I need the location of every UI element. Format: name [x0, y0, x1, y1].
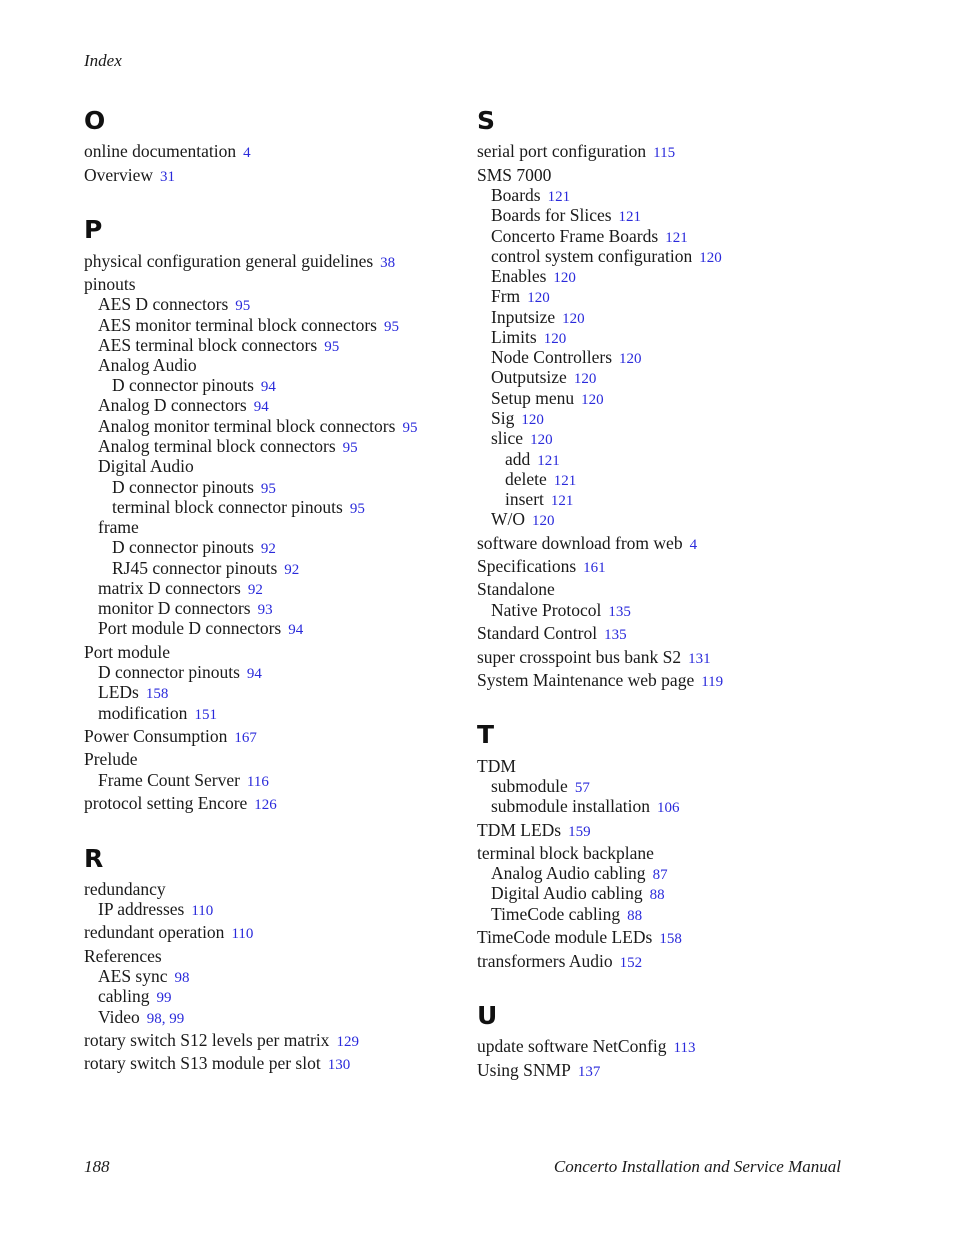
index-entry	[491, 410, 544, 428]
index-entry-term: D connector pinouts	[112, 375, 254, 395]
index-page-link[interactable]: 158	[145, 686, 169, 702]
index-entry	[84, 253, 395, 271]
index-entry	[491, 369, 596, 387]
index-entry	[491, 228, 688, 246]
index-entry	[98, 901, 213, 919]
index-entry-term: Prelude	[84, 749, 138, 769]
index-entry	[98, 705, 217, 723]
index-entry-term: monitor D connectors	[98, 598, 251, 618]
index-page-link[interactable]: 38	[380, 255, 396, 271]
index-page-link[interactable]: 95	[383, 319, 399, 335]
index-entry	[505, 451, 560, 469]
index-entry	[491, 511, 555, 529]
index-section-letter: S	[477, 106, 496, 135]
index-entry	[491, 268, 576, 286]
running-header: Index	[84, 51, 122, 70]
index-page-link[interactable]: 95	[342, 440, 358, 456]
index-entry-term: Analog terminal block connectors	[98, 436, 336, 456]
index-entry-term: D connector pinouts	[112, 477, 254, 497]
index-entry-term: D connector pinouts	[98, 662, 240, 682]
index-entry	[84, 728, 257, 746]
index-page-link[interactable]: 120	[532, 513, 555, 529]
index-entry	[491, 778, 590, 796]
index-entry	[98, 337, 339, 355]
index-entry-term: Inputsize	[491, 307, 556, 327]
index-entry-term: physical configuration general guidelines	[84, 251, 374, 271]
index-entry-term: control system configuration	[491, 246, 693, 266]
index-page-link[interactable]: 115	[653, 145, 676, 161]
index-page-link[interactable]: 110	[231, 926, 254, 942]
index-entry-term: Frm	[491, 286, 521, 306]
index-page-link[interactable]: 119	[701, 674, 724, 690]
index-page-link[interactable]: 121	[547, 189, 571, 205]
index-entry	[98, 1009, 184, 1027]
index-page-link[interactable]: 95	[260, 481, 276, 497]
index-page-link[interactable]: 126	[254, 797, 277, 813]
index-entry	[477, 535, 697, 553]
index-entry	[491, 885, 665, 903]
index-page-link[interactable]: 120	[562, 311, 585, 327]
index-entry	[491, 430, 553, 448]
index-entry	[84, 881, 166, 899]
index-entry	[98, 580, 263, 598]
index-entry-term: Video	[98, 1007, 140, 1027]
index-entry-term: serial port configuration	[477, 141, 647, 161]
index-entry	[505, 471, 576, 489]
index-page-link[interactable]: 121	[537, 453, 560, 469]
index-page-link[interactable]: 94	[288, 622, 304, 638]
index-entry	[491, 602, 631, 620]
index-page-link[interactable]: 88	[649, 887, 665, 903]
index-entry-term: Native Protocol	[491, 600, 602, 620]
index-entry-term: TDM	[477, 756, 516, 776]
index-entry	[491, 248, 722, 266]
index-entry	[477, 649, 711, 667]
index-entry-term: AES sync	[98, 966, 168, 986]
index-entry	[477, 929, 682, 947]
index-entry-term: Limits	[491, 327, 537, 347]
index-entry	[477, 953, 642, 971]
index-page-link[interactable]: 120	[573, 371, 597, 387]
index-entry-term: Outputsize	[491, 367, 567, 387]
index-entry	[84, 167, 175, 185]
index-entry	[84, 948, 162, 966]
index-page-link[interactable]: 151	[194, 707, 217, 723]
index-page-link[interactable]: 94	[253, 399, 269, 415]
index-page-link[interactable]: 131	[688, 651, 711, 667]
index-entry	[98, 684, 168, 702]
index-entry	[477, 558, 606, 576]
index-entry-term: insert	[505, 489, 544, 509]
index-page-link[interactable]: 120	[543, 331, 567, 347]
index-entry	[477, 1038, 695, 1056]
index-entry	[84, 1032, 359, 1050]
index-entry	[98, 357, 197, 375]
index-entry	[84, 795, 277, 813]
index-entry-term: SMS 7000	[477, 165, 552, 185]
index-entry	[112, 479, 276, 497]
index-entry-term: RJ45 connector pinouts	[112, 558, 278, 578]
index-entry	[491, 207, 641, 225]
index-entry-term: transformers Audio	[477, 951, 613, 971]
index-page-link[interactable]: 95	[235, 298, 251, 314]
index-entry-term: W/O	[491, 509, 526, 529]
index-page-link[interactable]: 120	[553, 270, 576, 286]
index-entry-term: Analog Audio	[98, 355, 197, 375]
index-page-link[interactable]: 87	[652, 867, 668, 883]
index-page-link[interactable]: 88	[627, 908, 643, 924]
index-page-link[interactable]: 95	[324, 339, 340, 355]
index-entry-term: Standalone	[477, 579, 555, 599]
index-entry-term: update software NetConfig	[477, 1036, 667, 1056]
index-entry-term: TDM LEDs	[477, 820, 562, 840]
index-entry	[98, 519, 139, 537]
index-section-letter: R	[84, 844, 104, 873]
index-entry-term: Overview	[84, 165, 154, 185]
index-entry	[491, 187, 570, 205]
index-entry	[491, 349, 642, 367]
index-page-link[interactable]: 116	[246, 774, 269, 790]
index-entry-term: IP addresses	[98, 899, 185, 919]
index-page-link[interactable]: 95	[349, 501, 365, 517]
index-entry-term: TimeCode cabling	[491, 904, 621, 924]
index-entry	[477, 143, 675, 161]
index-page-link[interactable]: 93	[257, 602, 273, 618]
index-entry	[84, 751, 137, 769]
index-entry	[477, 672, 723, 690]
index-entry-term: software download from web	[477, 533, 683, 553]
index-section-letter: P	[84, 215, 103, 244]
index-entry	[477, 845, 654, 863]
index-entry	[491, 798, 679, 816]
index-page-link[interactable]: 57	[574, 780, 590, 796]
index-entry	[477, 758, 516, 776]
index-entry	[98, 988, 172, 1006]
index-entry	[112, 560, 299, 578]
index-page-link[interactable]: 130	[327, 1057, 351, 1073]
index-entry-term: LEDs	[98, 682, 139, 702]
index-entry-term: Node Controllers	[491, 347, 613, 367]
index-page-link[interactable]: 113	[673, 1040, 696, 1056]
index-entry-term: add	[505, 449, 531, 469]
index-entry-term: modification	[98, 703, 188, 723]
index-entry-term: Enables	[491, 266, 547, 286]
index-page-link[interactable]: 106	[656, 800, 680, 816]
index-entry-term: AES monitor terminal block connectors	[98, 315, 377, 335]
index-entry-term: TimeCode module LEDs	[477, 927, 653, 947]
index-entry	[84, 924, 253, 942]
index-entry-term: super crosspoint bus bank S2	[477, 647, 682, 667]
index-entry	[477, 581, 555, 599]
index-entry-term: Port module	[84, 642, 171, 662]
index-page-link[interactable]: 129	[336, 1034, 359, 1050]
index-entry-term: submodule	[491, 776, 568, 796]
index-entry-term: online documentation	[84, 141, 237, 161]
index-entry	[98, 418, 417, 436]
index-entry	[477, 167, 551, 185]
index-entry	[112, 499, 365, 517]
index-entry-term: Analog monitor terminal block connectors	[98, 416, 396, 436]
index-entry-term: Concerto Frame Boards	[491, 226, 659, 246]
index-entry	[98, 458, 194, 476]
index-entry-term: Digital Audio cabling	[491, 883, 643, 903]
index-entry	[84, 644, 170, 662]
index-page-link[interactable]: 98, 99	[146, 1011, 185, 1027]
index-page-link[interactable]: 121	[618, 209, 642, 225]
index-entry	[98, 296, 250, 314]
index-entry-term: Standard Control	[477, 623, 598, 643]
index-page-link[interactable]: 94	[260, 379, 276, 395]
index-page-link[interactable]: 98	[174, 970, 190, 986]
index-entry-term: frame	[98, 517, 139, 537]
index-page-link[interactable]: 121	[665, 230, 688, 246]
index-entry-term: AES D connectors	[98, 294, 229, 314]
index-entry	[112, 377, 276, 395]
index-page-link[interactable]: 95	[402, 420, 418, 436]
index-entry	[98, 620, 303, 638]
index-entry	[84, 1055, 350, 1073]
index-entry-term: Using SNMP	[477, 1060, 571, 1080]
index-entry-term: Boards for Slices	[491, 205, 612, 225]
index-entry	[98, 397, 269, 415]
index-page-link[interactable]: 110	[191, 903, 214, 919]
index-entry	[98, 600, 273, 618]
index-entry	[98, 317, 399, 335]
index-page-link[interactable]: 121	[550, 493, 574, 509]
index-entry-term: Specifications	[477, 556, 577, 576]
manual-title: Concerto Installation and Service Manual	[553, 1157, 841, 1176]
index-entry-term: System Maintenance web page	[477, 670, 695, 690]
index-entry-term: Digital Audio	[98, 456, 194, 476]
index-entry	[491, 329, 566, 347]
index-entry-term: AES terminal block connectors	[98, 335, 318, 355]
index-entry-term: Setup menu	[491, 388, 575, 408]
index-entry	[491, 865, 668, 883]
index-entry-term: Boards	[491, 185, 541, 205]
index-page-link[interactable]: 120	[530, 432, 553, 448]
index-entry	[477, 1062, 600, 1080]
index-page-link[interactable]: 92	[247, 582, 263, 598]
index-section-letter: T	[477, 720, 495, 749]
index-page-link[interactable]: 31	[160, 169, 176, 185]
index-page-link[interactable]: 99	[156, 990, 172, 1006]
index-entry-term: D connector pinouts	[112, 537, 254, 557]
index-page-link[interactable]: 158	[659, 931, 682, 947]
index-section-letter: U	[477, 1001, 498, 1030]
index-page-link[interactable]: 120	[521, 412, 544, 428]
index-entry-term: rotary switch S12 levels per matrix	[84, 1030, 330, 1050]
index-entry	[491, 390, 604, 408]
index-page-link[interactable]: 137	[577, 1064, 601, 1080]
index-entry-term: redundant operation	[84, 922, 225, 942]
index-entry	[477, 822, 591, 840]
index-entry-term: Port module D connectors	[98, 618, 282, 638]
page-number: 188	[84, 1157, 110, 1176]
index-page-link[interactable]: 4	[689, 537, 698, 553]
index-page-link[interactable]: 120	[619, 351, 642, 367]
index-entry-term: Analog Audio cabling	[491, 863, 646, 883]
index-page-link[interactable]: 159	[568, 824, 591, 840]
index-entry-term: References	[84, 946, 162, 966]
index-page-link[interactable]: 161	[583, 560, 606, 576]
index-entry-term: slice	[491, 428, 524, 448]
index-entry	[98, 772, 269, 790]
index-entry-term: delete	[505, 469, 547, 489]
index-page-link[interactable]: 4	[243, 145, 251, 161]
index-page-link[interactable]: 135	[608, 604, 631, 620]
index-entry-term: terminal block backplane	[477, 843, 654, 863]
index-entry	[98, 968, 190, 986]
index-entry	[98, 664, 262, 682]
index-page-link[interactable]: 120	[581, 392, 604, 408]
index-entry	[112, 539, 276, 557]
index-entry	[477, 625, 627, 643]
index-entry-term: matrix D connectors	[98, 578, 241, 598]
index-entry	[491, 906, 642, 924]
index-entry	[84, 276, 136, 294]
index-entry-term: terminal block connector pinouts	[112, 497, 343, 517]
index-entry	[84, 143, 251, 161]
index-page-link[interactable]: 92	[260, 541, 276, 557]
index-page-link[interactable]: 167	[234, 730, 257, 746]
index-page-link[interactable]: 152	[619, 955, 643, 971]
index-page-link[interactable]: 121	[553, 473, 577, 489]
index-entry	[491, 288, 550, 306]
index-entry-term: Frame Count Server	[98, 770, 240, 790]
index-page-link[interactable]: 120	[699, 250, 722, 266]
index-entry-term: protocol setting Encore	[84, 793, 248, 813]
index-page-link[interactable]: 135	[604, 627, 627, 643]
index-page-link[interactable]: 94	[246, 666, 262, 682]
index-entry	[505, 491, 573, 509]
index-entry-term: redundancy	[84, 879, 166, 899]
index-page-link[interactable]: 120	[527, 290, 550, 306]
index-entry-term: Power Consumption	[84, 726, 228, 746]
index-entry-term: Sig	[491, 408, 515, 428]
index-entry-term: pinouts	[84, 274, 136, 294]
index-entry	[491, 309, 585, 327]
index-entry-term: cabling	[98, 986, 150, 1006]
index-section-letter: O	[84, 106, 106, 135]
index-entry-term: rotary switch S13 module per slot	[84, 1053, 321, 1073]
index-page-link[interactable]: 92	[284, 562, 300, 578]
index-entry-term: submodule installation	[491, 796, 650, 816]
index-entry-term: Analog D connectors	[98, 395, 247, 415]
index-entry	[98, 438, 358, 456]
